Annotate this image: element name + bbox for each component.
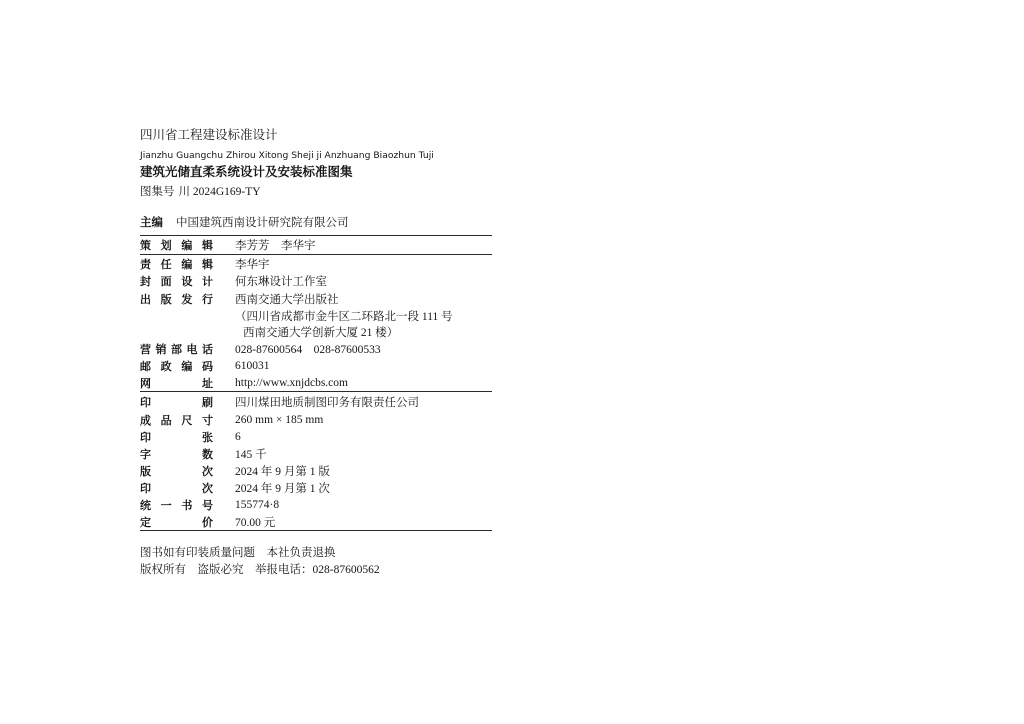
label-char: 刷: [202, 395, 213, 409]
chief-editor-line: [140, 214, 349, 231]
imprint-table: [140, 235, 492, 531]
printing-label: [140, 480, 213, 496]
label-char: 品: [160, 413, 172, 427]
website-label: [140, 375, 213, 391]
label-char: 版: [160, 293, 172, 306]
cover-design-label: [140, 273, 213, 289]
imprint-row-website: [140, 374, 492, 391]
rights-note: 版权所有 盗版必究 举报电话：028-87600562: [140, 564, 380, 576]
website-value: http://www.xnjdcbs.com: [235, 376, 348, 389]
returns-note: 图书如有印装质量问题 本社负责退换: [140, 547, 336, 559]
label-char: 部: [171, 342, 182, 356]
publisher-label: [140, 291, 213, 307]
label-char: 编: [181, 359, 193, 373]
imprint-row-planning-editor: [140, 236, 492, 254]
imprint-row-publisher: [140, 290, 492, 308]
label-char: 版: [140, 464, 151, 478]
label-char: 数: [202, 447, 213, 461]
label-char: 辑: [201, 257, 213, 271]
label-char: 价: [202, 515, 213, 529]
publisher-value: 西南交通大学出版社: [235, 294, 339, 306]
word-count-label: [140, 446, 213, 462]
printer-value: 四川煤田地质制图印务有限责任公司: [235, 396, 419, 409]
label-char: 营: [140, 342, 151, 356]
trim-size-value: 260 mm × 185 mm: [235, 413, 324, 426]
divider: [140, 530, 492, 531]
label-char: 计: [201, 275, 213, 288]
atlas-number: 川 2024G169-TY: [178, 186, 261, 198]
imprint-row-publisher-address-2: [140, 324, 492, 340]
label-char: 次: [202, 464, 213, 478]
word-count-value: 145 千: [235, 448, 267, 461]
label-char: 址: [202, 376, 213, 390]
label-char: 出: [140, 293, 151, 306]
planning-editor-label: [140, 237, 213, 253]
label-char: 定: [140, 515, 151, 529]
series-name: 四川省工程建设标准设计: [140, 127, 278, 142]
label-char: 话: [202, 342, 213, 356]
label-char: 划: [160, 239, 172, 252]
imprint-row-price: [140, 513, 492, 530]
label-char: 发: [181, 293, 193, 306]
label-char: 尺: [181, 413, 193, 427]
imprint-row-sheets: [140, 428, 492, 445]
edition-value: 2024 年 9 月第 1 版: [235, 465, 330, 478]
label-char: 政: [160, 359, 172, 373]
imprint-row-postcode: [140, 357, 492, 374]
imprint-row-unified-book-number: [140, 496, 492, 513]
price-value: 70.00 元: [235, 516, 276, 529]
sales-phone-label: [140, 341, 213, 357]
postcode-label: [140, 358, 213, 374]
imprint-row-cover-design: [140, 272, 492, 290]
label-char: 印: [140, 430, 151, 444]
edition-label: [140, 463, 213, 479]
imprint-row-printing: [140, 479, 492, 496]
publisher-address-line-1: （四川省成都市金牛区二环路北一段 111 号: [235, 311, 453, 323]
trim-size-label: [140, 412, 213, 428]
label-char: 策: [140, 239, 151, 252]
notes: [140, 545, 380, 579]
label-char: 编: [181, 257, 193, 271]
label-char: 行: [201, 293, 213, 306]
atlas-number-line: [140, 184, 261, 200]
publisher-address-line-2: 西南交通大学创新大厦 21 楼）: [243, 327, 399, 339]
label-char: 设: [181, 275, 193, 288]
label-char: 责: [140, 257, 151, 271]
price-label: [140, 514, 213, 530]
printing-value: 2024 年 9 月第 1 次: [235, 482, 330, 495]
sales-phone-value: 028-87600564 028-87600533: [235, 343, 381, 356]
chief-editor-label: 主编: [140, 215, 163, 229]
imprint-row-sales-phone: [140, 340, 492, 357]
label-char: 书: [181, 498, 193, 512]
label-char: 面: [160, 275, 172, 288]
label-char: 印: [140, 481, 151, 495]
label-char: 编: [181, 239, 193, 252]
label-char: 寸: [201, 413, 213, 427]
label-char: 成: [140, 413, 151, 427]
sheets-label: [140, 429, 213, 445]
atlas-number-label: 图集号: [140, 186, 175, 198]
unified-book-number-label: [140, 497, 213, 513]
imprint-row-edition: [140, 462, 492, 479]
cover-design-value: 何东琳设计工作室: [235, 276, 327, 288]
label-char: 次: [202, 481, 213, 495]
responsible-editor-label: [140, 256, 213, 272]
label-char: 封: [140, 275, 151, 288]
label-char: 一: [160, 498, 172, 512]
responsible-editor-value: 李华宇: [235, 258, 270, 271]
label-char: 网: [140, 376, 151, 390]
imprint-row-trim-size: [140, 411, 492, 428]
label-char: 码: [201, 359, 213, 373]
label-char: 统: [140, 498, 151, 512]
label-char: 张: [202, 430, 213, 444]
imprint-row-printer: [140, 392, 492, 411]
planning-editor-value: 李芳芳 李华宇: [235, 240, 316, 252]
imprint-row-responsible-editor: [140, 255, 492, 272]
label-char: 销: [155, 342, 167, 356]
book-title: 建筑光储直柔系统设计及安装标准图集: [140, 164, 353, 179]
label-char: 字: [140, 447, 151, 461]
label-char: 任: [160, 257, 172, 271]
chief-editor-value: 中国建筑西南设计研究院有限公司: [176, 217, 349, 229]
sheets-value: 6: [235, 430, 241, 443]
unified-book-number-value: 155774·8: [235, 498, 280, 511]
printer-label: [140, 394, 213, 410]
imprint-row-publisher-address-1: [140, 308, 492, 324]
postcode-value: 610031: [235, 359, 270, 372]
pinyin-title: Jianzhu Guangchu Zhirou Xitong Sheji ji Anzhuang Biaozhun Tuji: [140, 150, 434, 161]
imprint-row-word-count: [140, 445, 492, 462]
label-char: 电: [186, 342, 198, 356]
label-char: 印: [140, 395, 151, 409]
label-char: 辑: [201, 239, 213, 252]
label-char: 邮: [140, 359, 151, 373]
label-char: 号: [201, 498, 213, 512]
